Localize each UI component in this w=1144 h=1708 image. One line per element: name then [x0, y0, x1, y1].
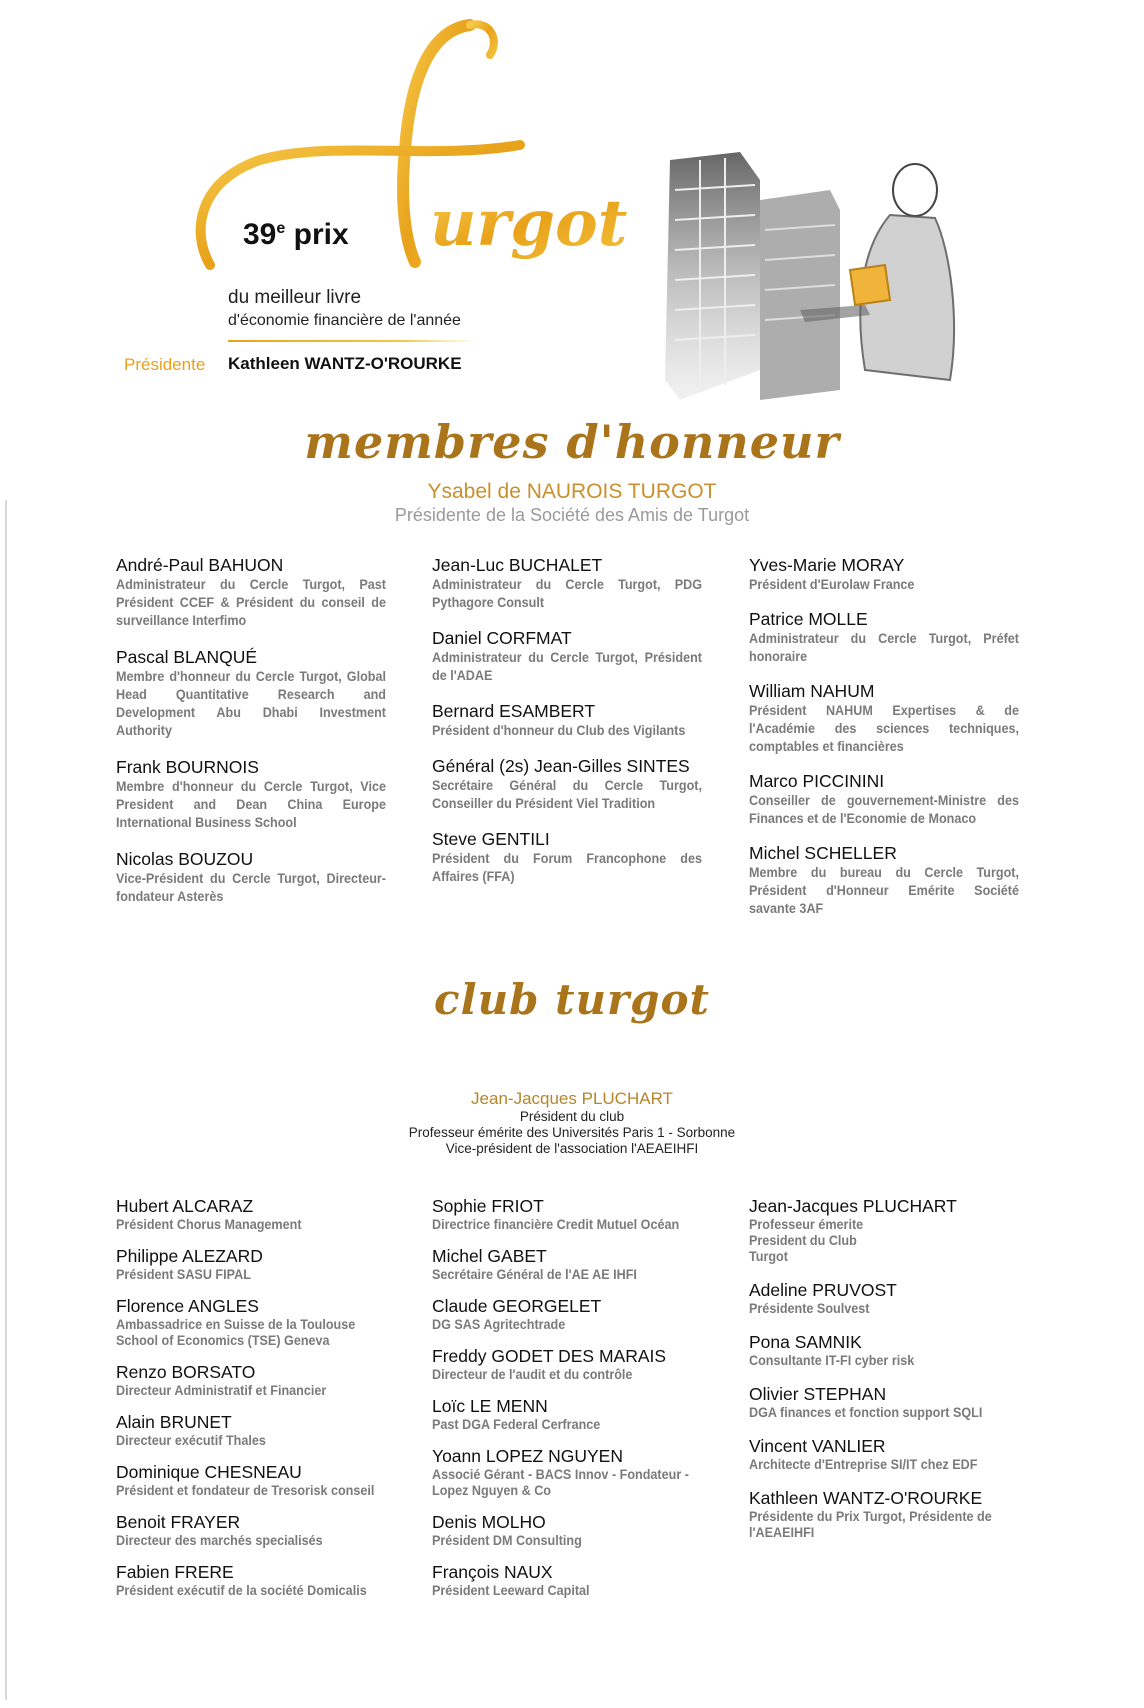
member-role: Ambassadrice en Suisse de la Toulouse School of Economics (TSE) Geneva [116, 1316, 356, 1348]
member-role: Membre du bureau du Cercle Turgot, Président d'Honneur Emérite Société savante 3AF [749, 864, 1019, 916]
member-role: Directeur exécutif Thales [116, 1432, 266, 1448]
member-entry [116, 1412, 396, 1448]
member-role: Past DGA Federal Cerfrance [432, 1416, 601, 1432]
member-name: Philippe ALEZARD [116, 1246, 263, 1266]
member-name: Dominique CHESNEAU [116, 1462, 302, 1482]
figure-head-icon [893, 164, 937, 216]
member-entry [116, 1246, 396, 1282]
member-role: Directeur de l'audit et du contrôle [432, 1366, 633, 1382]
member-name: Pascal BLANQUÉ [116, 647, 258, 667]
prize-header [0, 0, 1144, 470]
member-name: Claude GEORGELET [432, 1296, 602, 1316]
member-name: Loïc LE MENN [432, 1396, 548, 1416]
member-role: Président exécutif de la société Domicalis [116, 1582, 367, 1598]
member-role: Vice-Président du Cercle Turgot, Directeur-fondateur Asterès [116, 870, 386, 904]
member-role: Président du Forum Francophone des Affaires (FFA) [432, 850, 702, 884]
member-name: Fabien FRERE [116, 1562, 234, 1582]
member-role: Associé Gérant - BACS Innov - Fondateur - Lopez Nguyen & Co [432, 1466, 689, 1498]
member-role: Professeur émerite President du Club Turgot [749, 1216, 864, 1264]
member-entry [749, 1332, 1029, 1368]
member-name: Nicolas BOUZOU [116, 849, 254, 869]
member-entry [432, 756, 708, 812]
member-name: Frank BOURNOIS [116, 757, 259, 777]
member-name: Denis MOLHO [432, 1512, 546, 1532]
member-entry [749, 1488, 1029, 1540]
member-name: Michel SCHELLER [749, 843, 897, 863]
member-role: Présidente du Prix Turgot, Présidente de l'AEAEIHFI [749, 1508, 992, 1540]
member-role: Directeur des marchés specialisés [116, 1532, 323, 1548]
member-name: Adeline PRUVOST [749, 1280, 897, 1300]
subtitle-line1: du meilleur livre [228, 287, 362, 308]
member-entry [749, 1196, 1029, 1264]
member-name: Kathleen WANTZ-O'ROURKE [749, 1488, 983, 1508]
member-name: Freddy GODET DES MARAIS [432, 1346, 667, 1366]
honor-column-2 [432, 555, 708, 885]
member-name: Sophie FRIOT [432, 1196, 544, 1216]
member-role: Administrateur du Cercle Turgot, Président de l'ADAE [432, 649, 702, 683]
prix-label [243, 218, 349, 252]
member-name: Général (2s) Jean-Gilles SINTES [432, 756, 690, 776]
honor-head-role: Présidente de la Société des Amis de Turgot [394, 505, 750, 525]
member-entry [116, 1512, 396, 1548]
member-role: Architecte d'Entreprise SI/IT chez EDF [749, 1456, 978, 1472]
member-entry [432, 829, 708, 885]
member-role: Président d'honneur du Club des Vigilants [432, 722, 686, 738]
member-entry [749, 555, 1025, 593]
member-entry [749, 843, 1025, 917]
member-role: Administrateur du Cercle Turgot, PDG Pythagore Consult [432, 576, 702, 610]
member-entry [749, 1280, 1029, 1316]
member-entry [116, 849, 392, 905]
member-entry [432, 1512, 712, 1548]
honor-column-3 [749, 555, 1025, 917]
gold-divider [228, 340, 478, 342]
member-role: Directrice financière Credit Mutuel Océan [432, 1216, 680, 1232]
member-entry [116, 757, 392, 831]
presidente-role: Présidente [124, 355, 206, 374]
member-name: Hubert ALCARAZ [116, 1196, 254, 1216]
club-head-details [0, 1109, 1144, 1157]
member-entry [116, 1562, 396, 1598]
member-entry [432, 1246, 712, 1282]
member-name: Olivier STEPHAN [749, 1384, 887, 1404]
member-role: Président Chorus Management [116, 1216, 302, 1232]
member-entry [432, 1396, 712, 1432]
member-entry [432, 628, 708, 684]
member-entry [432, 1446, 712, 1498]
member-role: Administrateur du Cercle Turgot, Past Président CCEF & Président du conseil de surveillance Interfimo [116, 576, 386, 628]
member-entry [116, 1296, 396, 1348]
member-entry [432, 1196, 712, 1232]
subtitle-line2: d'économie financière de l'année [228, 312, 461, 329]
member-entry [432, 1346, 712, 1382]
member-entry [749, 1384, 1029, 1420]
member-name: Yves-Marie MORAY [749, 555, 905, 575]
member-role: Consultante IT-FI cyber risk [749, 1352, 915, 1368]
member-name: Michel GABET [432, 1246, 547, 1266]
member-name: Jean-Luc BUCHALET [432, 555, 603, 575]
member-entry [116, 555, 392, 629]
honor-column-1 [116, 555, 392, 905]
member-role: Conseiller de gouvernement-Ministre des Finances et de l'Economie de Monaco [749, 792, 1019, 826]
member-role: Président NAHUM Expertises & de l'Académie des sciences techniques, comptables et financières [749, 702, 1019, 754]
member-entry [116, 1362, 396, 1398]
laptop-icon [850, 265, 890, 305]
member-entry [432, 555, 708, 611]
member-role: Administrateur du Cercle Turgot, Préfet honoraire [749, 630, 1019, 664]
member-name: Renzo BORSATO [116, 1362, 256, 1382]
club-column-1 [116, 1196, 396, 1598]
club-head-line: Vice-président de l'association l'AEAEIHFI [445, 1141, 699, 1156]
member-role: Membre d'honneur du Cercle Turgot, Global Head Quantitative Research and Development Abu Dhabi Investment Authority [116, 668, 386, 738]
club-head-line: Président du club [519, 1109, 625, 1124]
member-role: DG SAS Agritechtrade [432, 1316, 566, 1332]
member-role: Président et fondateur de Tresorisk conseil [116, 1482, 375, 1498]
member-role: Membre d'honneur du Cercle Turgot, Vice President and Dean China Europe International Business School [116, 778, 386, 830]
member-entry [749, 681, 1025, 755]
member-role: DGA finances et fonction support SQLI [749, 1404, 983, 1420]
member-entry [116, 1196, 396, 1232]
building-icon [760, 190, 840, 400]
honor-head-name: Ysabel de NAUROIS TURGOT [427, 480, 717, 503]
member-role: Secrétaire Général du Cercle Turgot, Conseiller du Président Viel Tradition [432, 777, 702, 811]
member-name: Pona SAMNIK [749, 1332, 862, 1352]
prix-superscript: e [276, 220, 286, 237]
member-role: Secrétaire Général de l'AE AE IHFI [432, 1266, 637, 1282]
member-name: André-Paul BAHUON [116, 555, 284, 575]
member-role: Président d'Eurolaw France [749, 576, 915, 592]
club-column-2 [432, 1196, 712, 1598]
member-role: Présidente Soulvest [749, 1300, 870, 1316]
turgot-illustration [650, 140, 990, 440]
member-entry [749, 609, 1025, 665]
member-role: Directeur Administratif et Financier [116, 1382, 327, 1398]
member-role: Président DM Consulting [432, 1532, 582, 1548]
member-name: Yoann LOPEZ NGUYEN [432, 1446, 623, 1466]
member-entry [749, 771, 1025, 827]
member-name: Jean-Jacques PLUCHART [749, 1196, 957, 1216]
logo-script-text: urgot [430, 186, 628, 261]
member-name: Florence ANGLES [116, 1296, 259, 1316]
member-name: François NAUX [432, 1562, 553, 1582]
member-name: Steve GENTILI [432, 829, 550, 849]
member-entry [432, 1562, 712, 1598]
member-role: Président Leeward Capital [432, 1582, 590, 1598]
member-name: Alain BRUNET [116, 1412, 232, 1432]
prix-number: 39 [243, 218, 277, 251]
member-name: Daniel CORFMAT [432, 628, 572, 648]
member-name: William NAHUM [749, 681, 875, 701]
member-role: Président SASU FIPAL [116, 1266, 251, 1282]
honor-section-title: membres d'honneur [304, 415, 840, 469]
club-head-name: Jean-Jacques PLUCHART [471, 1089, 673, 1108]
turgot-logo [0, 0, 700, 330]
member-entry [116, 1462, 396, 1498]
member-entry [432, 701, 708, 739]
club-section-title: club turgot [434, 975, 710, 1024]
member-name: Vincent VANLIER [749, 1436, 886, 1456]
prix-word: prix [293, 218, 349, 251]
member-name: Patrice MOLLE [749, 609, 868, 629]
member-name: Bernard ESAMBERT [432, 701, 596, 721]
member-name: Marco PICCININI [749, 771, 885, 791]
club-head-line: Professeur émérite des Universités Paris 1 - Sorbonne [408, 1125, 736, 1140]
member-name: Benoit FRAYER [116, 1512, 241, 1532]
club-column-3 [749, 1196, 1029, 1540]
member-entry [116, 647, 392, 739]
presidente-name: Kathleen WANTZ-O'ROURKE [228, 354, 462, 373]
member-entry [432, 1296, 712, 1332]
member-entry [749, 1436, 1029, 1472]
